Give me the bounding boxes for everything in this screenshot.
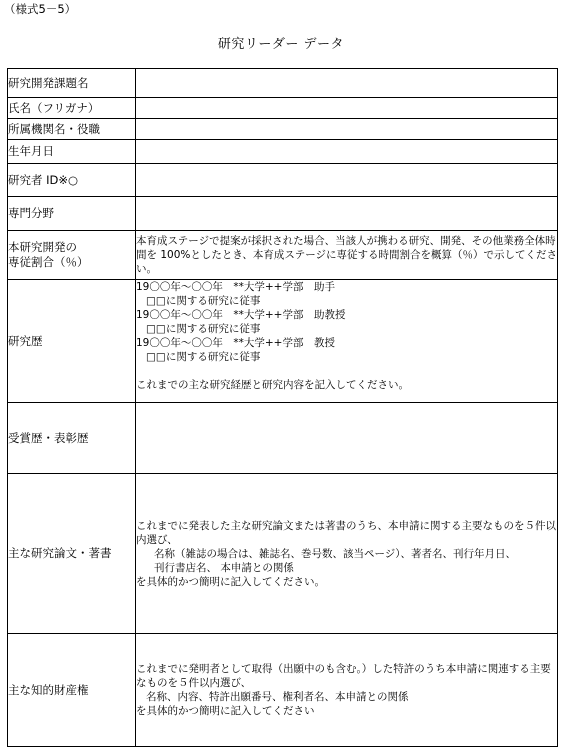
table-row [8,98,558,119]
publications-instruction: 刊行書店名、 本申請との関係 [154,561,294,574]
label-project-title: 研究開発課題名 [8,69,136,98]
history-line: 19〇〇年～〇〇年 **大学++学部 助手 [136,281,335,293]
ip-instruction: を具体的かつ簡明に記入してください [136,705,315,717]
table-row [8,474,558,634]
label-researcher-id: 研究者 ID※○ [8,164,136,197]
label-name: 氏名（フリガナ） [8,98,136,119]
field-birth-date[interactable] [136,140,558,164]
field-publications[interactable] [136,474,558,634]
history-line: 19〇〇年～〇〇年 **大学++学部 助教授 [136,309,346,321]
field-name[interactable] [136,98,558,119]
table-row [8,634,558,747]
field-researcher-id[interactable] [136,164,558,197]
instruction-text: 本育成ステージで提案が採択された場合、当該人が携わる研究、開発、その他業務全体時間を 100%としたとき、本育成ステージに専従する時間割合を概算（％）で示してください。 [136,235,558,275]
field-specialty[interactable] [136,197,558,231]
table-row [8,164,558,197]
ip-instruction: これまでに発明者として取得（出願中のも含む。）した特許のうち本申請に関連する主要なものを５件以内選び、 [136,663,551,689]
label-dedication-ratio: 本研究開発の 専従割合（％） [8,231,136,280]
document-title: 研究リーダー データ [217,37,345,52]
label-specialty: 専門分野 [8,197,136,231]
history-line: □□に関する研究に従事 [146,323,261,335]
table-row [8,403,558,474]
label-birth-date: 生年月日 [8,140,136,164]
field-awards[interactable] [136,403,558,474]
publications-instruction: これまでに発表した主な研究論文または著書のうち、本申請に関する主要なものを５件以内選び、 [136,519,556,546]
table-row [8,140,558,164]
table-row [8,197,558,231]
field-project-title[interactable] [136,69,558,98]
field-intellectual-property[interactable] [136,634,558,747]
ip-instruction: 名称、内容、特許出願番号、権利者名、本申請との関係 [146,691,409,703]
label-intellectual-property: 主な知的財産権 [8,634,136,747]
field-affiliation[interactable] [136,119,558,140]
field-research-history[interactable] [136,280,558,403]
history-instruction: これまでの主な研究経歴と研究内容を記入してください。 [136,379,409,391]
field-dedication-ratio[interactable] [136,231,558,280]
label-affiliation: 所属機関名・役職 [8,119,136,140]
label-publications: 主な研究論文・著書 [8,474,136,634]
publications-instruction: を具体的かつ簡明に記入してください。 [136,575,325,588]
table-row [8,231,558,280]
researcher-data-table [7,68,558,747]
history-line: □□に関する研究に従事 [146,351,261,363]
history-line: 19〇〇年～〇〇年 **大学++学部 教授 [136,337,335,349]
label-awards: 受賞歴・表彰歴 [8,403,136,474]
table-row [8,69,558,98]
publications-instruction: 名称（雑誌の場合は、雑誌名、巻号数、該当ページ）、著者名、刊行年月日、 [154,547,517,560]
history-line: □□に関する研究に従事 [146,295,261,307]
table-row [8,280,558,403]
label-research-history: 研究歴 [8,280,136,403]
form-code: （様式5－5） [4,2,77,16]
history-blank-line [136,364,557,378]
table-row [8,119,558,140]
